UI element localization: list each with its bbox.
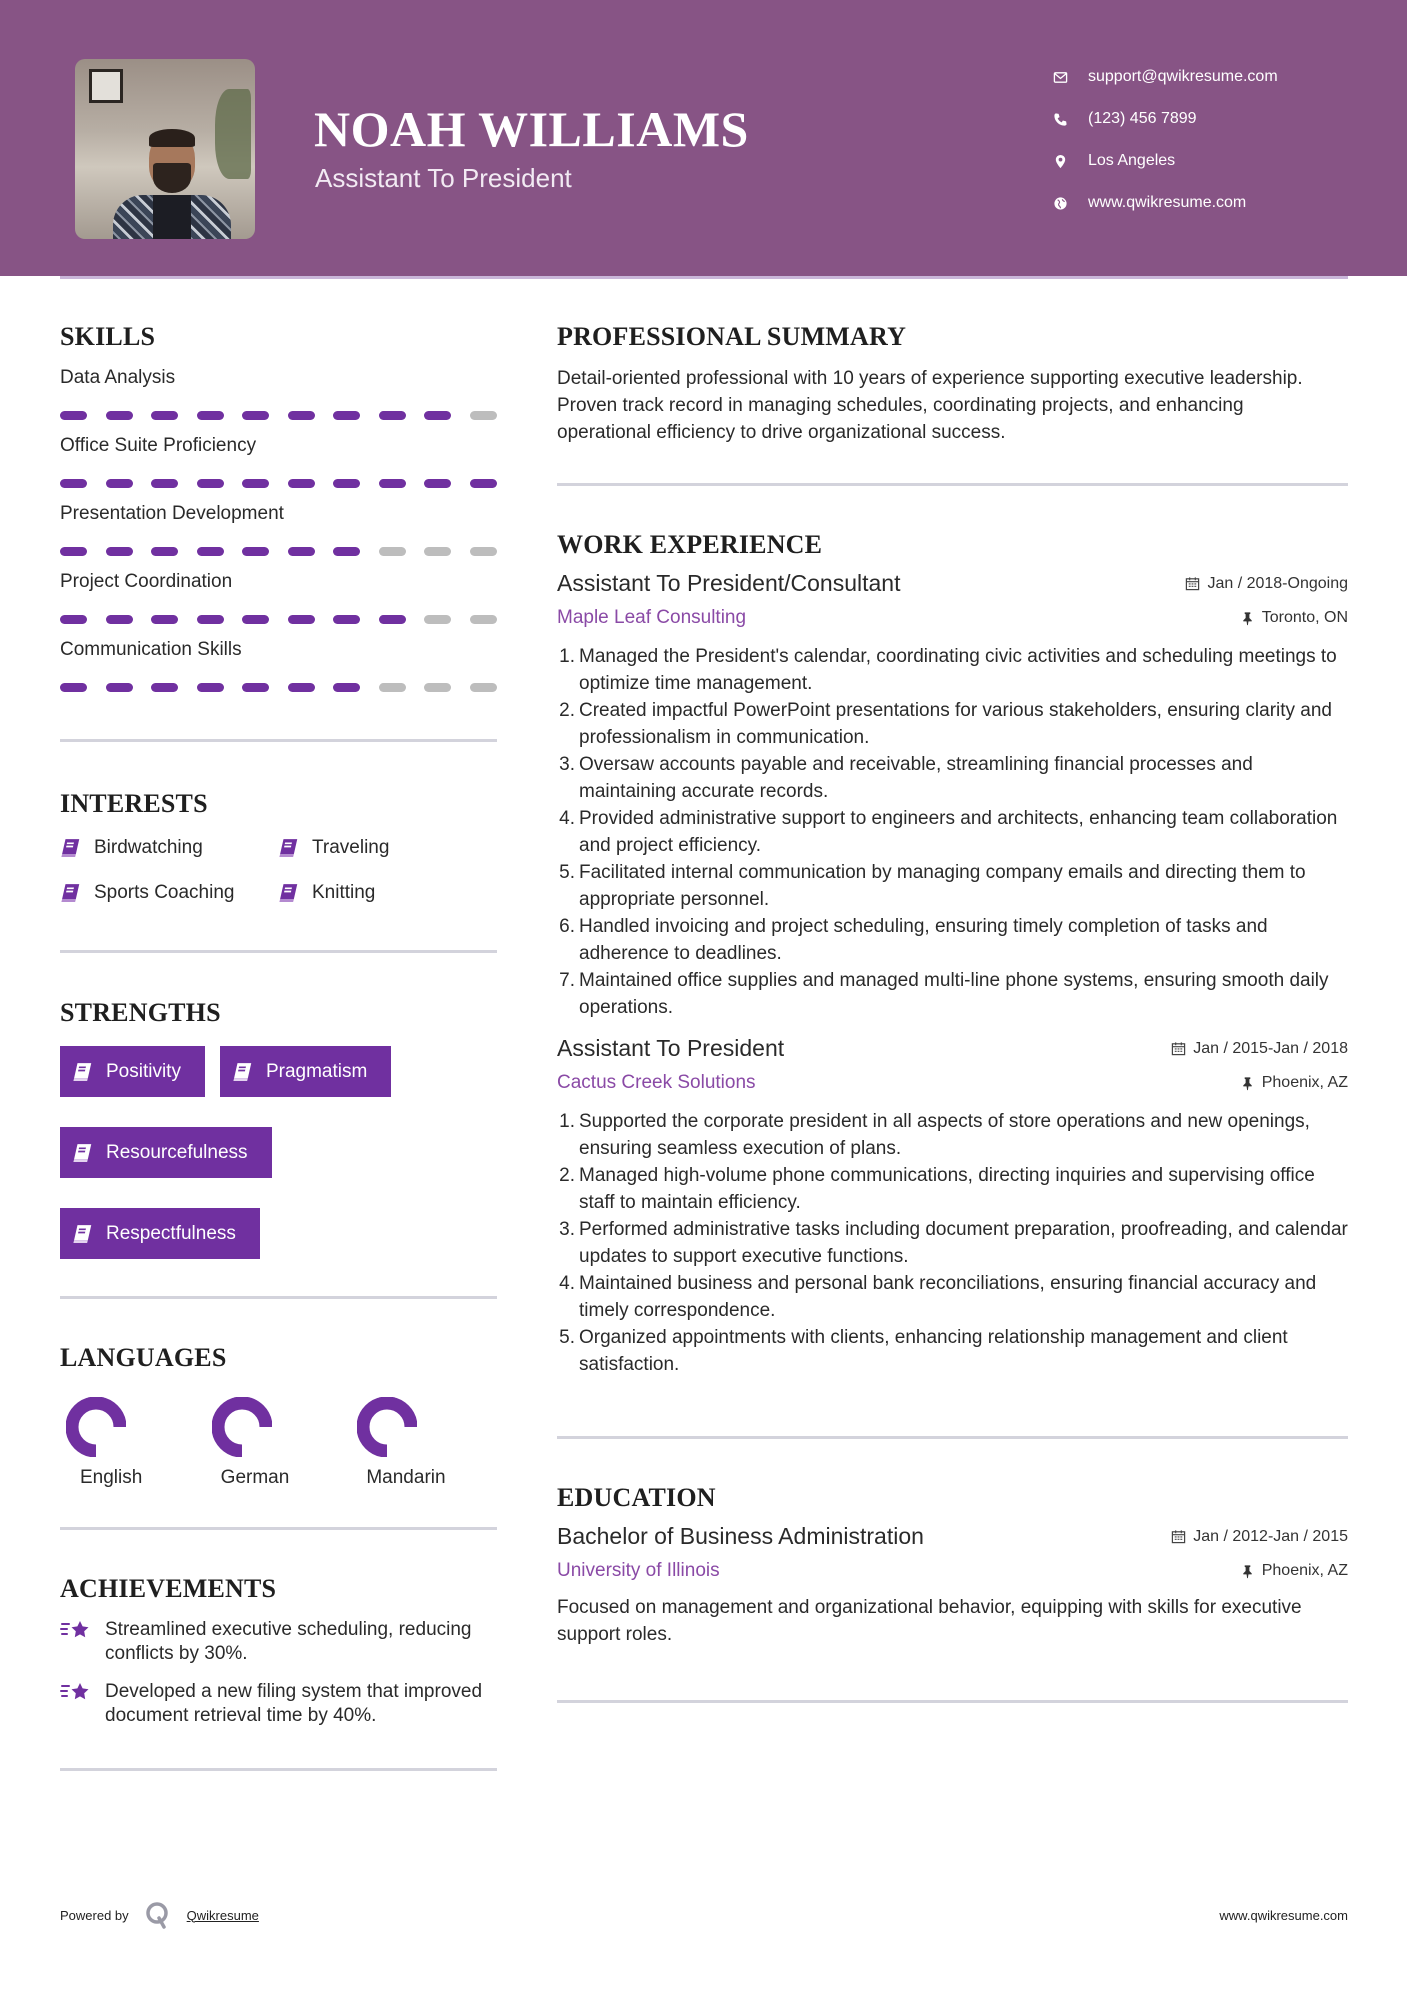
section-divider [60,950,497,953]
language-proficiency-ring [357,1397,417,1457]
job-bullet: 5. Organized appointments with clients, enhancing relationship management and client satisfaction. [559,1327,1288,1375]
skill-level-dash [379,615,406,624]
powered-by [60,1900,259,1930]
photo-tshirt [153,195,191,239]
skill-level-dash [242,615,269,624]
calendar-icon [1171,1529,1186,1544]
interests-heading: INTERESTS [60,789,208,818]
skill-level-dash [379,547,406,556]
skill-level-bar [60,411,497,420]
job-bullet: 2. Managed high-volume phone communications, directing inquiries and supervising office staff to maintain efficiency. [559,1165,1315,1213]
skill-level-dash [60,615,87,624]
skill-level-dash [60,547,87,556]
section-divider [557,1700,1348,1703]
skill-level-bar [60,615,497,624]
language-item [206,1397,352,1489]
interest-label: Traveling [312,837,390,858]
powered-by-label: Powered by [60,1907,129,1923]
skill-level-dash [470,683,497,692]
pushpin-icon [1240,1564,1255,1579]
pushpin-icon [1240,611,1255,626]
achievement-item [60,1680,497,1728]
contact-location [1050,140,1278,182]
contact-email[interactable] [1050,56,1278,98]
languages-heading: LANGUAGES [60,1343,227,1372]
skill-level-dash [424,683,451,692]
header-divider [60,276,1348,279]
interest-item [278,833,488,863]
skills-section [60,322,497,692]
footer-website[interactable]: www.qwikresume.com [1219,1907,1348,1923]
skill-level-dash [333,683,360,692]
job-bullet: 6. Handled invoicing and project scheduling, ensuring timely completion of tasks and adherence to deadlines. [559,916,1268,964]
skills-heading: SKILLS [60,322,156,351]
skills-list [60,367,497,692]
skill-level-dash [470,411,497,420]
skill-level-dash [333,479,360,488]
skill-level-dash [106,615,133,624]
interest-label: Sports Coaching [94,882,235,903]
degree-name: Bachelor of Business Administration [557,1523,924,1549]
company-name: Cactus Creek Solutions [557,1072,756,1093]
job-bullet: 2. Created impactful PowerPoint presentations for various stakeholders, ensuring clarity and professionalism in communication. [559,700,1332,748]
section-divider [557,483,1348,486]
footer [60,1900,1348,1930]
candidate-name: NOAH WILLIAMS [314,101,749,157]
skill-label: Presentation Development [60,503,284,524]
section-divider [557,1436,1348,1439]
skill-level-dash [197,479,224,488]
phone-icon [1050,109,1070,129]
strength-label: Respectfulness [106,1222,236,1244]
strengths-section [60,998,497,1259]
contact-location-text: Los Angeles [1088,152,1176,169]
achievements-heading: ACHIEVEMENTS [60,1574,277,1603]
education-dates-text: Jan / 2012-Jan / 2015 [1193,1527,1348,1545]
strength-label: Pragmatism [265,1060,368,1082]
skill-level-dash [424,479,451,488]
strength-chip [60,1127,272,1178]
language-proficiency-ring [66,1397,126,1457]
education-location [1240,1562,1348,1580]
qwikresume-link[interactable]: Qwikresume [186,1907,259,1923]
globe-icon [1050,193,1070,213]
job-bullet: 4. Provided administrative support to engineers and architects, enhancing team collaboration and project efficiency. [559,808,1338,856]
job-dates-text: Jan / 2015-Jan / 2018 [1193,1039,1348,1057]
language-proficiency-ring [212,1397,272,1457]
strength-chip [60,1046,205,1097]
calendar-icon [1171,1041,1186,1056]
shooting-star-icon [60,1618,92,1644]
skill-label: Office Suite Proficiency [60,435,257,456]
summary-section [557,322,1348,446]
strength-label: Positivity [106,1060,181,1082]
skill-level-dash [197,547,224,556]
experience-section [557,530,1348,1378]
book-icon [278,882,300,904]
job-entry [557,1035,1348,1378]
job-bullets [557,643,1348,1021]
envelope-icon [1050,67,1070,87]
skill-level-dash [106,411,133,420]
profile-photo [75,59,255,239]
contact-list [1050,56,1278,224]
left-column [60,322,497,1771]
skill-level-bar [60,683,497,692]
skill-level-bar [60,479,497,488]
skill-level-dash [424,411,451,420]
skill-level-dash [333,547,360,556]
language-item [351,1397,497,1489]
book-icon [72,1142,94,1164]
skill-level-dash [60,411,87,420]
job-dates [1171,1040,1348,1058]
skill-label: Communication Skills [60,639,242,660]
achievement-item [60,1618,497,1666]
skill-level-dash [379,411,406,420]
language-name: English [80,1467,143,1488]
contact-phone[interactable] [1050,98,1278,140]
job-bullet: 4. Maintained business and personal bank reconciliations, ensuring financial accuracy and timely correspondence. [559,1273,1317,1321]
contact-phone-text: (123) 456 7899 [1088,110,1197,127]
contact-email-text: support@qwikresume.com [1088,68,1278,85]
achievement-text: Developed a new filing system that improved document retrieval time by 40%. [105,1681,483,1726]
skill-level-dash [470,547,497,556]
job-bullets [557,1108,1348,1378]
skill-level-dash [242,479,269,488]
experience-heading: WORK EXPERIENCE [557,530,823,559]
pushpin-icon [1240,1076,1255,1091]
strength-chip [220,1046,391,1097]
book-icon [72,1061,94,1083]
skill-level-dash [288,615,315,624]
skill-level-dash [151,479,178,488]
skill-level-dash [106,683,133,692]
school-name: University of Illinois [557,1560,720,1581]
skill-level-dash [60,479,87,488]
interest-item [278,878,488,908]
skill-level-dash [242,547,269,556]
skill-level-dash [151,615,178,624]
strengths-list [60,1046,497,1259]
book-icon [60,882,82,904]
job-location-text: Phoenix, AZ [1261,1074,1348,1091]
education-section [557,1483,1348,1648]
strength-label: Resourcefulness [106,1141,248,1163]
skill-level-dash [242,683,269,692]
language-item [60,1397,206,1489]
company-name: Maple Leaf Consulting [557,607,747,628]
book-icon [60,837,82,859]
language-name: German [220,1467,290,1488]
skill-level-dash [379,683,406,692]
skill-level-dash [424,547,451,556]
skill-level-dash [470,479,497,488]
education-dates [1171,1528,1348,1546]
interests-section [60,789,497,908]
resume-header [0,0,1407,276]
interests-list [60,833,497,908]
education-heading: EDUCATION [557,1483,716,1512]
skill-level-dash [379,479,406,488]
job-title: Assistant To President/Consultant [557,570,901,596]
photo-hair [149,129,195,147]
skill-level-dash [288,411,315,420]
skill-level-dash [470,615,497,624]
skill-level-dash [333,411,360,420]
summary-heading: PROFESSIONAL SUMMARY [557,322,907,351]
interest-item [60,878,278,908]
skill-level-dash [106,479,133,488]
skill-level-dash [60,683,87,692]
education-location-text: Phoenix, AZ [1261,1562,1348,1579]
achievement-text: Streamlined executive scheduling, reducing conflicts by 30%. [105,1619,472,1664]
section-divider [60,739,497,742]
skill-label: Project Coordination [60,571,233,592]
skill-level-dash [197,683,224,692]
job-bullet: 3. Performed administrative tasks including document preparation, proofreading, and calendar updates to support executive functions. [559,1219,1348,1267]
skill-level-dash [151,683,178,692]
map-marker-icon [1050,151,1070,171]
summary-text: Detail-oriented professional with 10 years of experience supporting executive leadership. Proven track record in managing schedules, coordinating projects, and enhancing operational efficiency to drive organizational success. [557,368,1303,443]
skill-level-dash [424,615,451,624]
skill-level-dash [242,411,269,420]
section-divider [60,1296,497,1299]
strength-chip [60,1208,260,1259]
book-icon [232,1061,254,1083]
photo-plant [215,89,251,179]
job-dates-text: Jan / 2018-Ongoing [1207,574,1348,592]
section-divider [60,1768,497,1771]
skill-level-dash [288,683,315,692]
job-entry [557,570,1348,1021]
book-icon [278,837,300,859]
skill-level-dash [151,411,178,420]
contact-website-text: www.qwikresume.com [1088,194,1247,211]
job-dates [1185,575,1348,593]
skill-level-bar [60,547,497,556]
interest-label: Knitting [312,882,376,903]
photo-wall-frame [89,69,123,103]
contact-website[interactable] [1050,182,1278,224]
job-bullet: 1. Supported the corporate president in all aspects of store operations and new openings, ensuring seamless execution of plans. [559,1111,1310,1159]
candidate-title: Assistant To President [315,163,572,193]
right-column [557,322,1348,1703]
job-location [1240,609,1348,627]
skill-level-dash [197,411,224,420]
calendar-icon [1185,576,1200,591]
skill-level-dash [151,547,178,556]
skill-level-dash [333,615,360,624]
strengths-heading: STRENGTHS [60,998,221,1027]
interest-label: Birdwatching [94,837,203,858]
photo-beard [153,163,191,193]
job-location-text: Toronto, ON [1261,609,1348,626]
section-divider [60,1527,497,1530]
qwikresume-logo-icon [143,1900,173,1930]
job-bullet: 5. Facilitated internal communication by managing company emails and directing them to appropriate personnel. [559,862,1306,910]
job-location [1240,1074,1348,1092]
shooting-star-icon [60,1680,92,1706]
language-name: Mandarin [366,1467,446,1488]
skill-level-dash [288,547,315,556]
job-bullet: 7. Maintained office supplies and managed multi-line phone systems, ensuring smooth daily operations. [559,970,1329,1018]
job-bullet: 1. Managed the President's calendar, coordinating civic activities and scheduling meetings to optimize time management. [559,646,1337,694]
book-icon [72,1223,94,1245]
job-bullet: 3. Oversaw accounts payable and receivable, streamlining financial processes and maintaining accurate records. [559,754,1253,802]
achievements-section [60,1574,497,1728]
job-title: Assistant To President [557,1035,785,1061]
languages-list [60,1397,497,1489]
skill-level-dash [197,615,224,624]
interest-item [60,833,278,863]
languages-section [60,1343,497,1489]
skill-level-dash [106,547,133,556]
skill-label: Data Analysis [60,367,176,388]
education-description: Focused on management and organizational behavior, equipping with skills for executive support roles. [557,1597,1302,1645]
skill-level-dash [288,479,315,488]
